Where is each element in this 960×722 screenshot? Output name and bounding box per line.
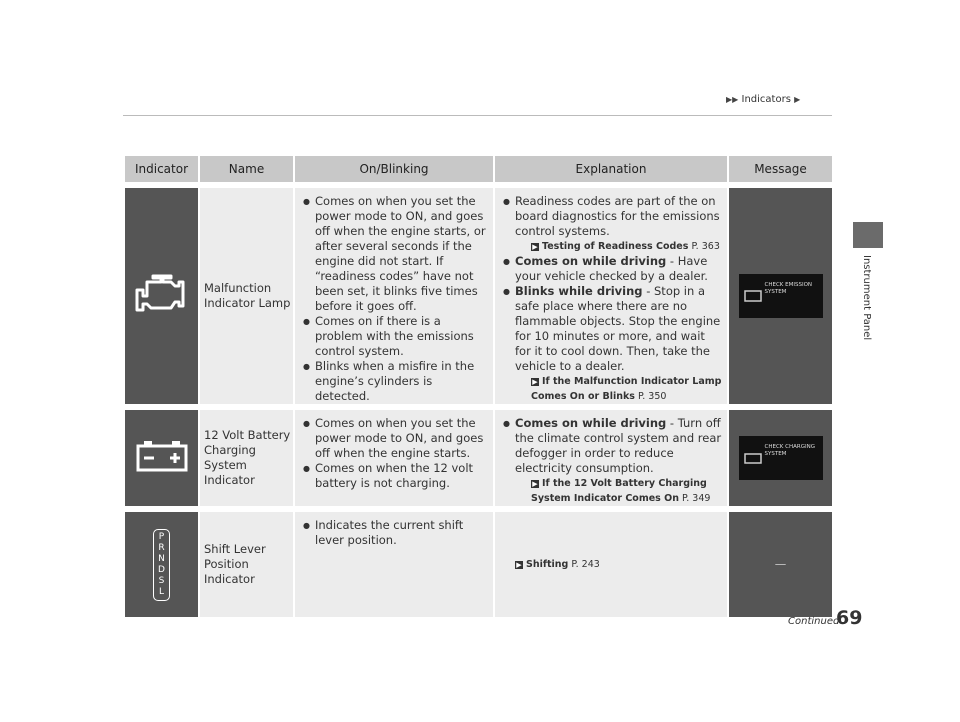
on-blinking-cell (295, 512, 493, 617)
name-cell: 12 Volt Battery Charging System Indicator (200, 410, 293, 506)
message-display-image: CHECK EMISSION SYSTEM (739, 274, 823, 318)
reference-arrow-icon: ▶ (532, 243, 538, 251)
name-cell: Malfunction Indicator Lamp (200, 188, 293, 404)
column-header: Indicator (125, 156, 198, 182)
explanation-cell (495, 188, 727, 404)
message-cell (729, 410, 832, 506)
table-header (125, 156, 832, 182)
name-cell: Shift Lever Position Indicator (200, 512, 293, 617)
reference-arrow-icon: ▶ (532, 378, 538, 386)
table-row (125, 512, 832, 617)
on-blinking-cell (295, 410, 493, 506)
side-label: Instrument Panel (861, 255, 872, 341)
indicator-table (123, 156, 834, 617)
engine-check-icon (135, 274, 189, 314)
breadcrumb (726, 94, 800, 105)
list-item: ● Readiness codes are part of the on board diagnostics for the emissions control systems. ▶ Testing of Readiness Codes P. 363 (503, 194, 723, 254)
list-item: ● Comes on while driving - Turn off the climate control system and rear defogger in order to reduce electricity consumption. ▶ If the 12 Volt Battery Charging System Indicator Comes On P. 349 (503, 416, 723, 506)
page-number: 69 (836, 607, 863, 629)
battery-icon (743, 451, 763, 465)
page-reference[interactable]: ▶ If the Malfunction Indicator Lamp Comes On or Blinks P. 350 (531, 376, 722, 402)
header-divider (123, 115, 832, 116)
indicator-cell (125, 188, 198, 404)
list-item: ● Indicates the current shift lever position. (303, 518, 489, 548)
list-item: ● Comes on while driving - Have your vehicle checked by a dealer. (503, 254, 723, 284)
list-item: ● Blinks when a misfire in the engine’s cylinders is detected. (303, 359, 489, 404)
reference-arrow-icon: ▶ (532, 480, 538, 488)
column-header: Message (729, 156, 832, 182)
column-header: On/Blinking (295, 156, 493, 182)
breadcrumb-label: Indicators (741, 94, 791, 105)
explanation-cell (495, 512, 727, 617)
indicator-cell (125, 410, 198, 506)
list-item: ● Comes on when the 12 volt battery is not charging. (303, 461, 489, 491)
list-item: ● Comes on if there is a problem with the emissions control system. (303, 314, 489, 359)
shift-position-icon: P R N D S L (153, 529, 170, 601)
on-blinking-cell (295, 188, 493, 404)
chevron-right-icon: ▶▶ (726, 95, 739, 104)
column-header: Explanation (495, 156, 727, 182)
reference-arrow-icon: ▶ (516, 561, 522, 569)
list-item: ● Comes on when you set the power mode to ON, and goes off when the engine starts, or after several seconds if the engine did not start. If “readiness codes” have not been set, it blinks five times before it goes off. (303, 194, 489, 314)
page-reference[interactable]: ▶ Testing of Readiness Codes P. 363 (532, 241, 720, 252)
table-row (125, 188, 832, 404)
table-row (125, 410, 832, 506)
message-display-image: CHECK CHARGING SYSTEM (739, 436, 823, 480)
indicator-cell (125, 512, 198, 617)
engine-check-icon (743, 289, 763, 303)
explanation-cell (495, 410, 727, 506)
list-item: ● Blinks while driving - Stop in a safe place where there are no flammable objects. Stop the engine for 10 minutes or more, and wait for it to cool down. Then, take the vehicle to a dealer. ▶ If the Malfunction Indicator Lamp Comes On or Blinks P. 350 (503, 284, 723, 404)
section-tab (853, 222, 883, 248)
page-reference[interactable]: ▶ Shifting P. 243 (516, 559, 600, 570)
continued-label: Continued (788, 616, 840, 627)
battery-icon (135, 439, 189, 473)
column-header: Name (200, 156, 293, 182)
page-reference[interactable]: ▶ If the 12 Volt Battery Charging System Indicator Comes On P. 349 (531, 478, 711, 504)
chevron-right-icon: ▶ (794, 95, 801, 104)
list-item: ● Comes on when you set the power mode to ON, and goes off when the engine starts. (303, 416, 489, 461)
message-cell: — (729, 512, 832, 617)
message-cell (729, 188, 832, 404)
